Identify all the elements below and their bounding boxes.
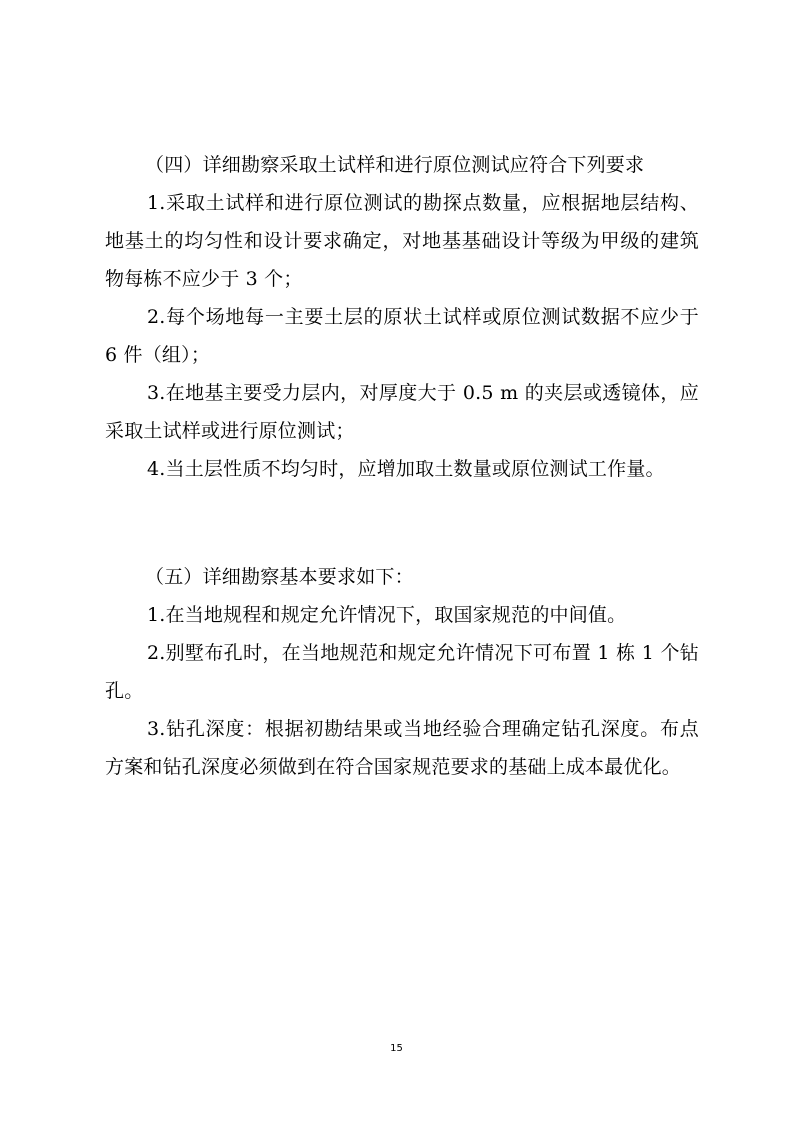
section-four-item-2: 2.每个场地每一主要土层的原状土试样或原位测试数据不应少于 6 件（组）； <box>105 306 699 366</box>
section-four-item-3: 3.在地基主要受力层内，对厚度大于 0.5 m 的夹层或透镜体，应采取土试样或进行原位测试； <box>105 382 699 442</box>
section-four <box>105 146 699 488</box>
section-five-item-2: 2.别墅布孔时，在当地规范和规定允许情况下可布置 1 栋 1 个钻孔。 <box>105 642 699 702</box>
section-four-item-1: 1.采取土试样和进行原位测试的勘探点数量，应根据地层结构、地基土的均匀性和设计要求确定，对地基基础设计等级为甲级的建筑物每栋不应少于 3 个； <box>105 192 699 290</box>
section-four-heading: （四）详细勘察采取土试样和进行原位测试应符合下列要求 <box>145 154 645 176</box>
section-five-item-1: 1.在当地规程和规定允许情况下，取国家规范的中间值。 <box>147 604 627 626</box>
page-number: 15 <box>390 1043 403 1054</box>
section-four-item-4: 4.当土层性质不均匀时，应增加取土数量或原位测试工作量。 <box>147 458 665 480</box>
section-five <box>105 558 699 786</box>
section-five-heading: （五）详细勘察基本要求如下： <box>145 566 414 588</box>
section-five-item-3: 3.钻孔深度：根据初勘结果或当地经验合理确定钻孔深度。布点方案和钻孔深度必须做到在符合国家规范要求的基础上成本最优化。 <box>105 718 699 778</box>
